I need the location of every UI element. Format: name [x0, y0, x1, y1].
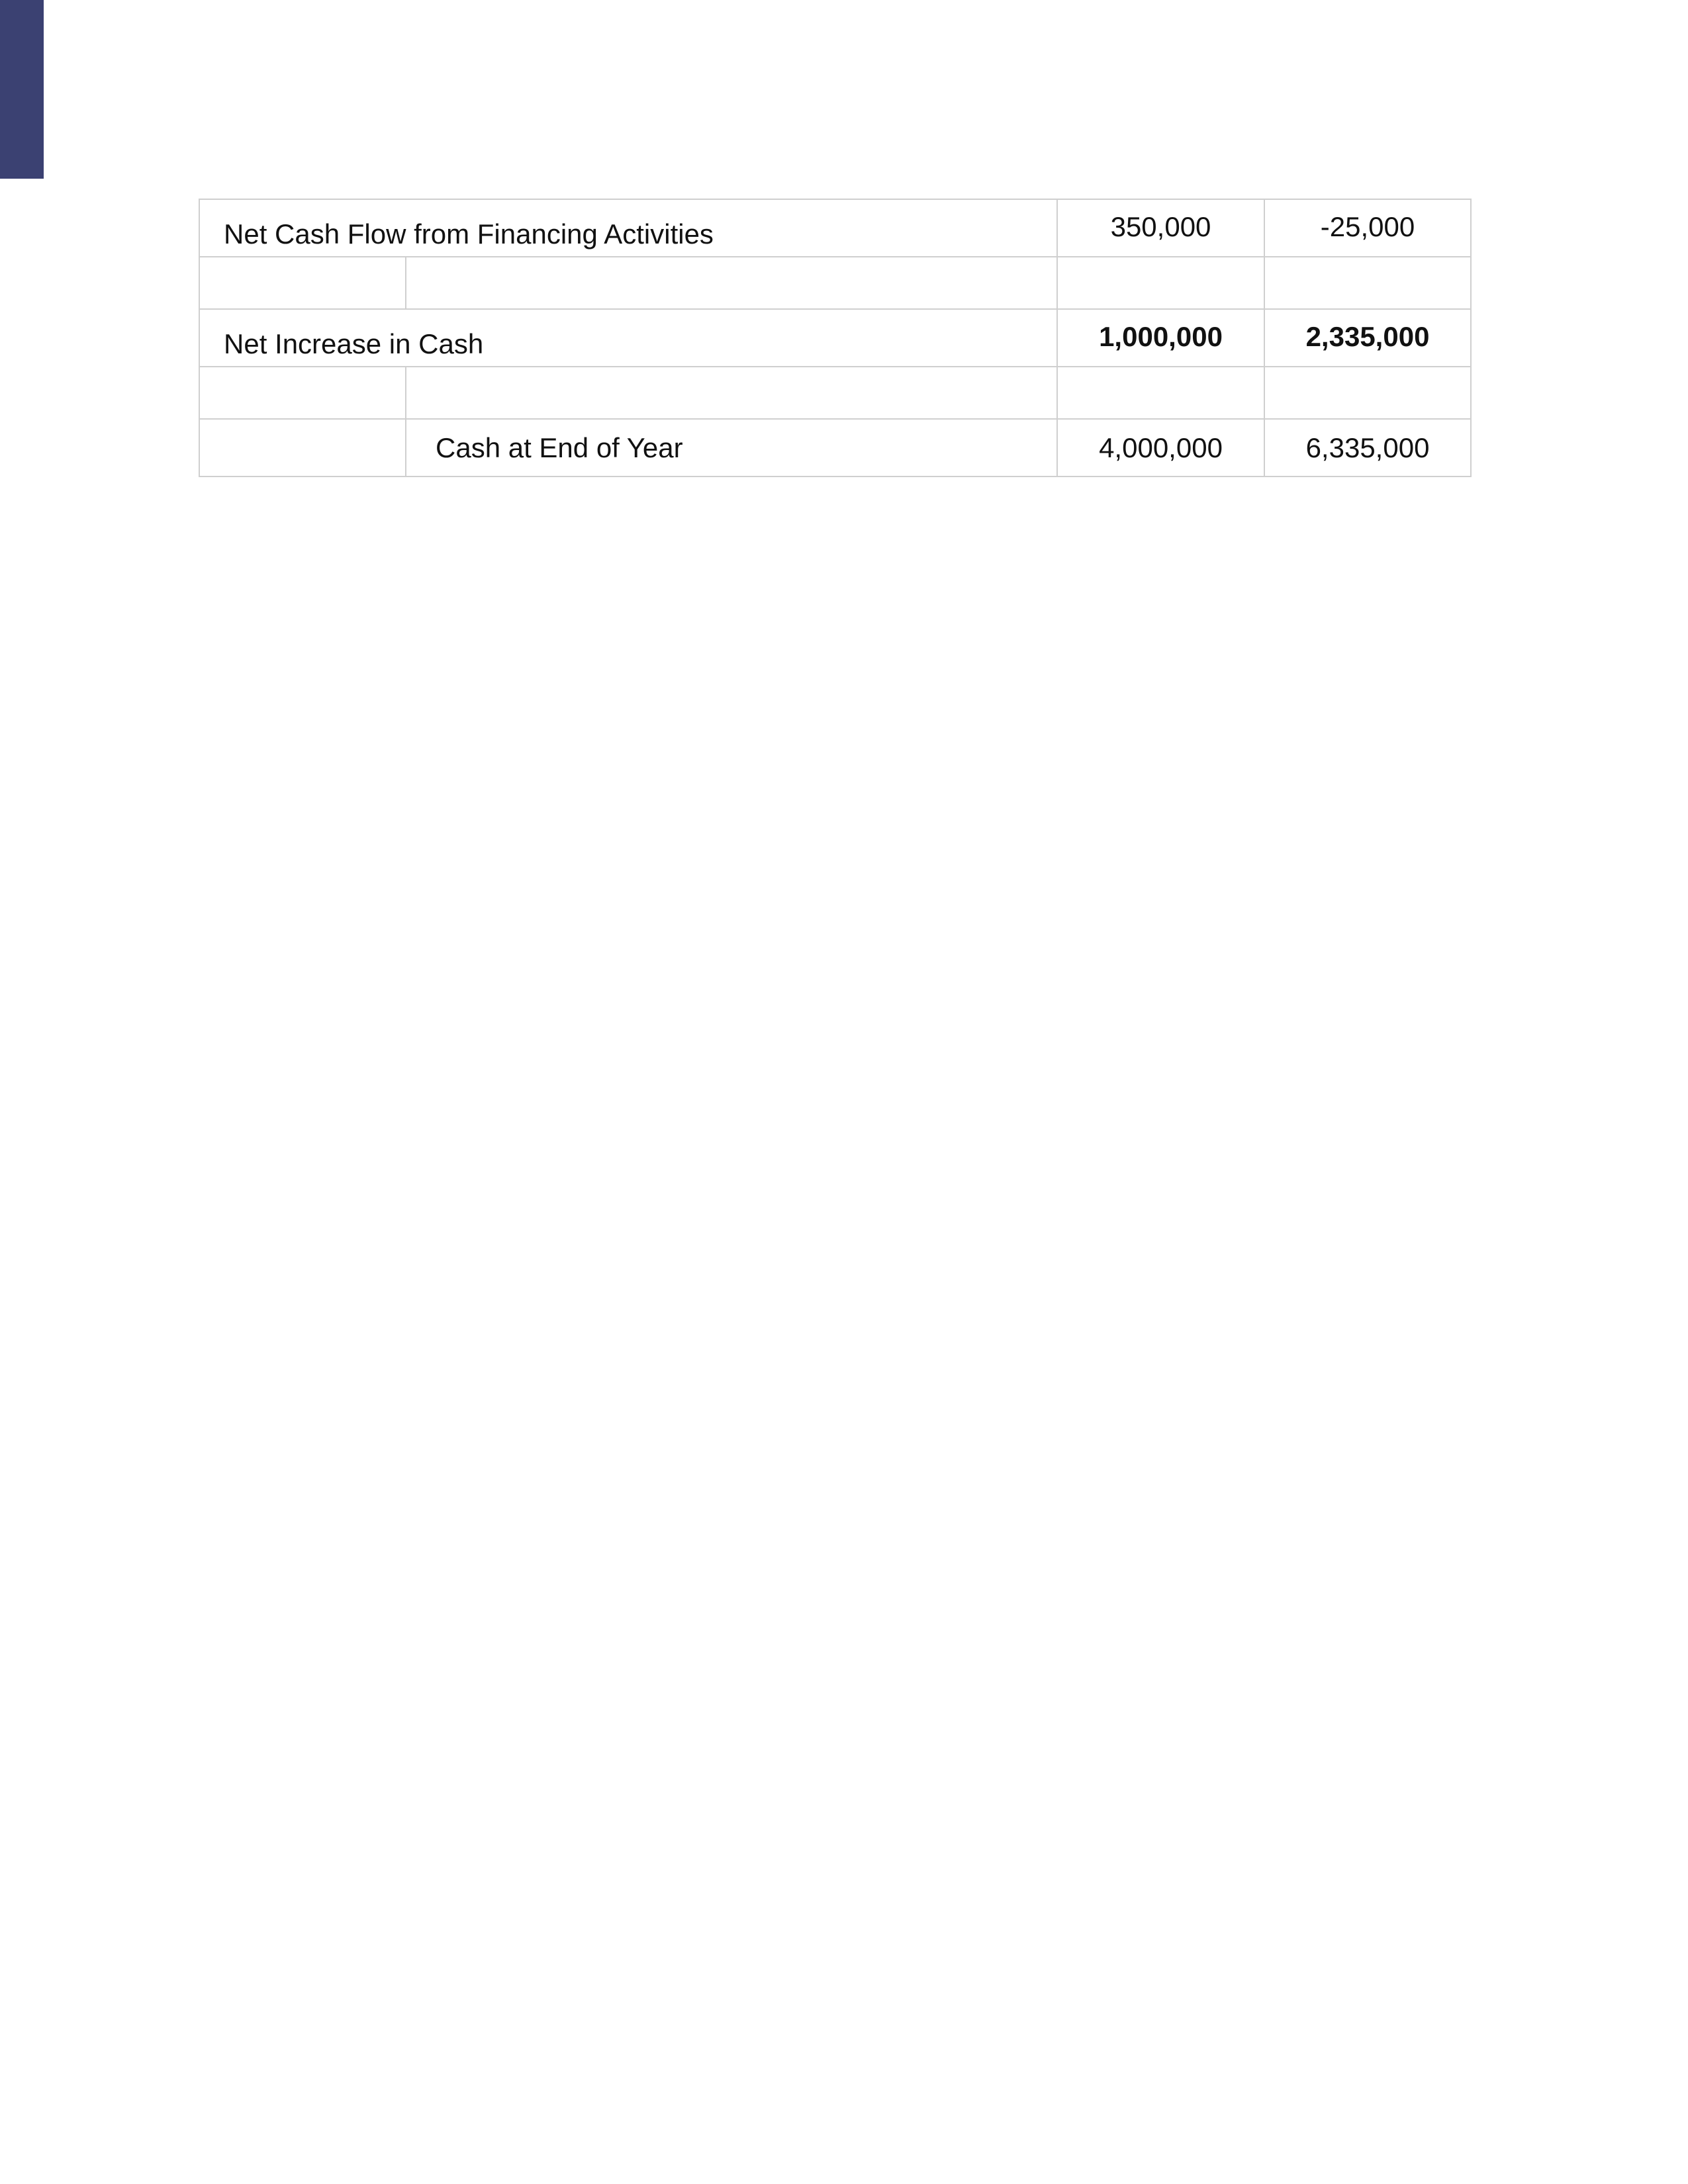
blank-row	[199, 257, 1471, 309]
empty-cell	[199, 257, 406, 309]
row-value-2: 6,335,000	[1264, 419, 1471, 477]
table-row	[199, 309, 1471, 367]
empty-cell	[406, 257, 1057, 309]
table-row	[199, 419, 1471, 477]
empty-cell	[199, 367, 406, 419]
empty-cell	[1264, 367, 1471, 419]
row-label: Net Increase in Cash	[199, 309, 1057, 367]
empty-cell	[1057, 367, 1264, 419]
row-label: Cash at End of Year	[406, 419, 1057, 477]
row-value-2: 2,335,000	[1264, 309, 1471, 367]
row-label: Net Cash Flow from Financing Activities	[199, 199, 1057, 257]
side-accent-bar	[0, 0, 44, 179]
row-value-2: -25,000	[1264, 199, 1471, 257]
row-value-1: 350,000	[1057, 199, 1264, 257]
table-row	[199, 199, 1471, 257]
empty-cell	[199, 419, 406, 477]
empty-cell	[406, 367, 1057, 419]
cash-flow-table	[199, 199, 1472, 477]
empty-cell	[1264, 257, 1471, 309]
blank-row	[199, 367, 1471, 419]
row-value-1: 4,000,000	[1057, 419, 1264, 477]
row-value-1: 1,000,000	[1057, 309, 1264, 367]
empty-cell	[1057, 257, 1264, 309]
